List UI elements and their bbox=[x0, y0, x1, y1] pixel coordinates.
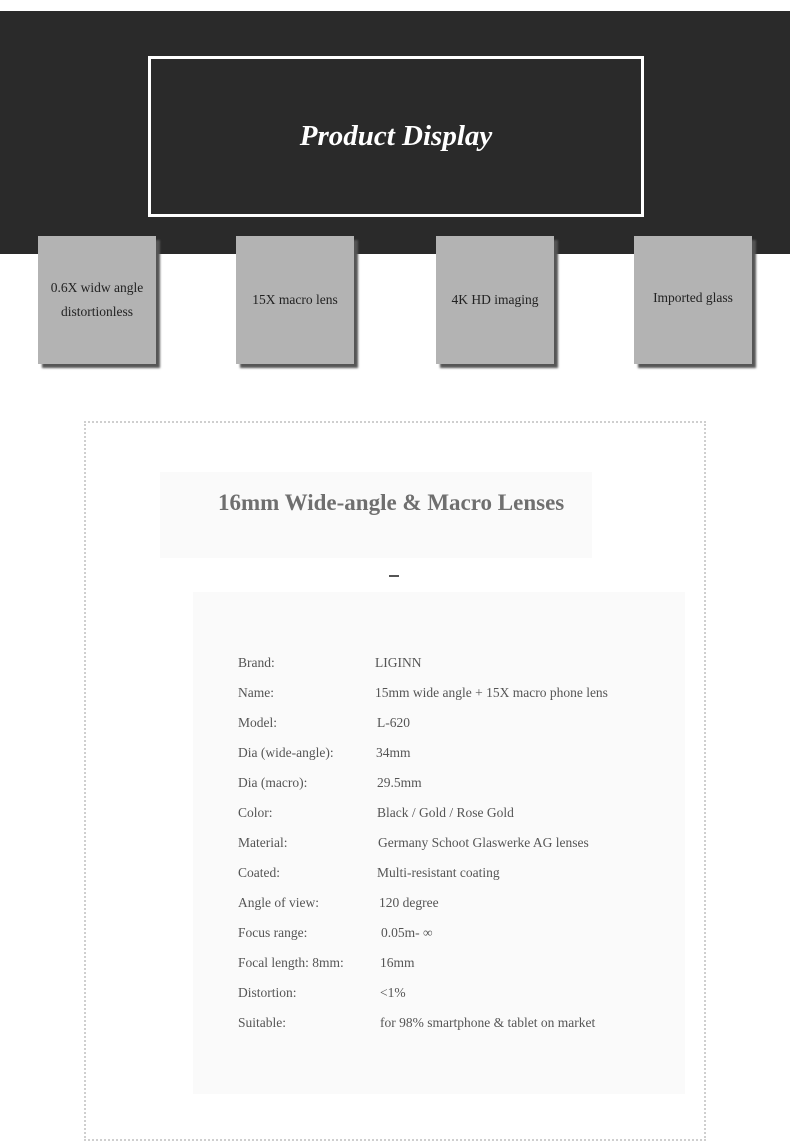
spec-value: 0.05m- ∞ bbox=[381, 925, 433, 940]
feature-label: 0.6X widw angle bbox=[50, 280, 144, 295]
spec-value: <1% bbox=[380, 985, 406, 1000]
spec-value: 29.5mm bbox=[377, 775, 422, 790]
spec-value: 120 degree bbox=[379, 895, 439, 910]
title-box bbox=[148, 56, 644, 217]
feature-card-wide-angle bbox=[38, 236, 156, 364]
spec-label: Brand: bbox=[238, 655, 275, 670]
spec-value: for 98% smartphone & tablet on market bbox=[380, 1015, 596, 1030]
spec-label: Focal length: 8mm: bbox=[238, 955, 344, 970]
spec-value: 16mm bbox=[380, 955, 415, 970]
spec-label: Distortion: bbox=[238, 985, 297, 1000]
top-strip bbox=[0, 0, 790, 11]
feature-card-macro bbox=[236, 236, 354, 364]
spec-label: Color: bbox=[238, 805, 273, 820]
feature-label: 15X macro lens bbox=[252, 292, 338, 307]
spec-value: LIGINN bbox=[375, 655, 422, 670]
spec-label: Dia (wide-angle): bbox=[238, 745, 334, 760]
feature-card-4k bbox=[436, 236, 554, 364]
spec-label: Suitable: bbox=[238, 1015, 286, 1030]
spec-value: Black / Gold / Rose Gold bbox=[377, 805, 514, 820]
spec-label: Angle of view: bbox=[238, 895, 319, 910]
feature-card-glass bbox=[634, 236, 752, 364]
feature-label: 4K HD imaging bbox=[451, 292, 539, 307]
feature-label: distortionless bbox=[60, 304, 133, 319]
spec-label: Name: bbox=[238, 685, 274, 700]
heading-divider bbox=[389, 575, 399, 577]
spec-value: 15mm wide angle + 15X macro phone lens bbox=[375, 685, 608, 700]
spec-label: Model: bbox=[238, 715, 277, 730]
header-banner bbox=[0, 11, 790, 254]
page-title: Product Display bbox=[299, 120, 493, 152]
feature-label: Imported glass bbox=[653, 290, 733, 305]
spec-value: Multi-resistant coating bbox=[377, 865, 500, 880]
spec-value: L-620 bbox=[377, 715, 410, 730]
spec-value: 34mm bbox=[376, 745, 411, 760]
spec-label: Coated: bbox=[238, 865, 280, 880]
spec-value: Germany Schoot Glaswerke AG lenses bbox=[378, 835, 589, 850]
spec-label: Focus range: bbox=[238, 925, 308, 940]
spec-label: Dia (macro): bbox=[238, 775, 308, 790]
spec-label: Material: bbox=[238, 835, 288, 850]
spec-heading: 16mm Wide-angle & Macro Lenses bbox=[218, 490, 565, 515]
